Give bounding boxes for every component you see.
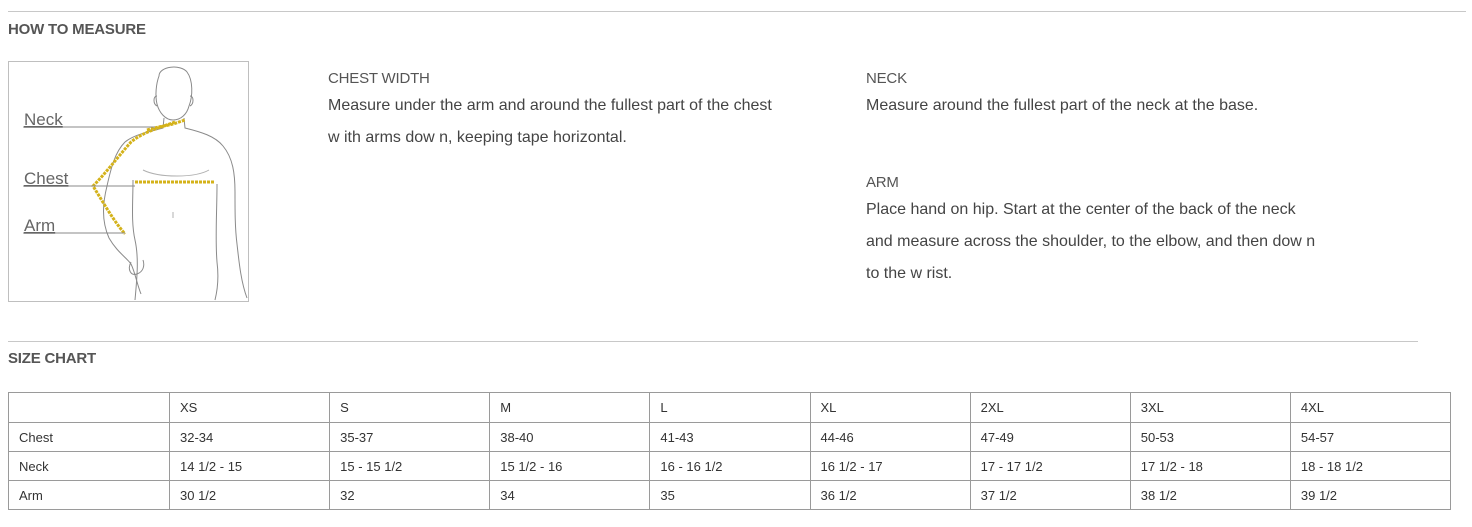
chest-width-text <box>328 90 848 154</box>
table-cell: 32 <box>330 481 490 510</box>
table-cell: 41-43 <box>650 423 810 452</box>
size-chart-table <box>8 392 1451 510</box>
arm-title: ARM <box>866 174 899 191</box>
top-divider <box>8 11 1466 12</box>
table-row-neck <box>9 452 1451 481</box>
chest-width-line: w ith arms dow n, keeping tape horizontal. <box>328 129 627 146</box>
row-label: Arm <box>9 481 170 510</box>
table-cell: 36 1/2 <box>810 481 970 510</box>
row-label: Neck <box>9 452 170 481</box>
neck-line: Measure around the fullest part of the neck at the base. <box>866 97 1259 114</box>
neck-text <box>866 90 1426 122</box>
header-cell-m: M <box>490 393 650 423</box>
header-cell-l: L <box>650 393 810 423</box>
table-cell: 35-37 <box>330 423 490 452</box>
arm-line: and measure across the shoulder, to the elbow, and then dow n <box>866 233 1316 250</box>
chest-width-line: Measure under the arm and around the fullest part of the chest <box>328 97 772 114</box>
table-cell: 34 <box>490 481 650 510</box>
table-cell: 32-34 <box>170 423 330 452</box>
row-label: Chest <box>9 423 170 452</box>
table-cell: 15 - 15 1/2 <box>330 452 490 481</box>
table-cell: 44-46 <box>810 423 970 452</box>
table-cell: 38 1/2 <box>1130 481 1290 510</box>
size-chart-heading: SIZE CHART <box>8 350 97 367</box>
chest-label: Chest <box>24 169 69 188</box>
table-cell: 16 1/2 - 17 <box>810 452 970 481</box>
table-cell: 54-57 <box>1290 423 1450 452</box>
table-cell: 38-40 <box>490 423 650 452</box>
neck-instructions <box>866 70 1426 122</box>
header-cell-xs: XS <box>170 393 330 423</box>
table-cell: 47-49 <box>970 423 1130 452</box>
measurement-figure <box>8 61 249 302</box>
table-cell: 18 - 18 1/2 <box>1290 452 1450 481</box>
table-cell: 17 1/2 - 18 <box>1130 452 1290 481</box>
arm-line: to the w rist. <box>866 265 953 282</box>
neck-label: Neck <box>24 110 63 129</box>
table-cell: 17 - 17 1/2 <box>970 452 1130 481</box>
table-cell: 16 - 16 1/2 <box>650 452 810 481</box>
header-cell <box>9 393 170 423</box>
size-header-row <box>9 393 1451 423</box>
arm-line: Place hand on hip. Start at the center of the back of the neck <box>866 201 1296 218</box>
body-outline-illustration <box>9 62 248 301</box>
chest-width-instructions <box>328 70 848 154</box>
header-cell-s: S <box>330 393 490 423</box>
middle-divider <box>8 341 1418 342</box>
table-row-chest <box>9 423 1451 452</box>
chest-width-title: CHEST WIDTH <box>328 70 430 87</box>
header-cell-xl: XL <box>810 393 970 423</box>
table-cell: 35 <box>650 481 810 510</box>
table-cell: 30 1/2 <box>170 481 330 510</box>
table-cell: 39 1/2 <box>1290 481 1450 510</box>
header-cell-2xl: 2XL <box>970 393 1130 423</box>
table-cell: 37 1/2 <box>970 481 1130 510</box>
arm-label: Arm <box>24 216 56 235</box>
arm-instructions <box>866 174 1426 290</box>
table-cell: 14 1/2 - 15 <box>170 452 330 481</box>
neck-title: NECK <box>866 70 907 87</box>
header-cell-3xl: 3XL <box>1130 393 1290 423</box>
arm-text <box>866 194 1426 290</box>
table-row-arm <box>9 481 1451 510</box>
table-cell: 50-53 <box>1130 423 1290 452</box>
arm-tape <box>93 122 175 234</box>
header-cell-4xl: 4XL <box>1290 393 1450 423</box>
how-to-measure-heading: HOW TO MEASURE <box>8 21 146 38</box>
table-cell: 15 1/2 - 16 <box>490 452 650 481</box>
